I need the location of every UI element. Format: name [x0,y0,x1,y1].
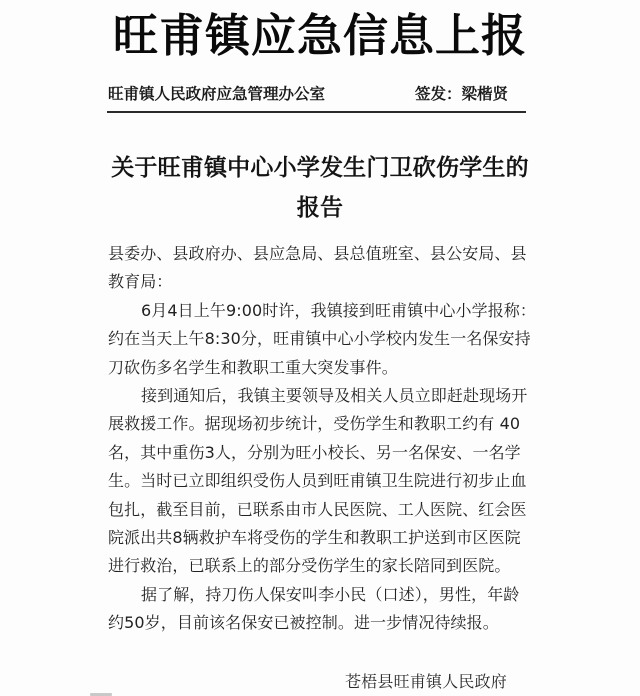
issuer-field [415,84,526,104]
body-line: 院派出共8辆救护车将受伤的学生和教职工护送到市区医院 [108,527,521,547]
body-line: 据了解，持刀伤人保安叫李小民（口述），男性，年龄 [141,584,520,604]
report-meta-row [108,84,526,104]
body-line: 约50岁，目前该名保安已被控制。进一步情况待续报。 [108,613,499,633]
body-line: 约在当天上午8:30分，旺甫镇中心小学校内发生一名保安持 [108,329,531,349]
document-body [108,240,536,637]
body-line: 县委办、县政府办、县应急局、县总值班室、县公安局、县 [108,244,527,263]
body-line: 6月4日上午9:00时许，我镇接到旺甫镇中心小学报称： [141,300,536,320]
report-masthead-title: 旺甫镇应急信息上报 [112,11,527,61]
body-line: 包扎，截至目前，已联系由市人民医院、工人医院、红会医 [108,499,527,519]
issuer-name: 梁楷贤 [461,85,508,103]
signature-authority: 苍梧县旺甫镇人民政府 [344,672,507,691]
body-line: 教育局： [108,272,173,292]
body-line: 生。当时已立即组织受伤人员到旺甫镇卫生院进行初步止血 [108,471,527,491]
header-divider-rule [107,111,526,113]
document-title [0,148,640,228]
document-title-line2: 报告 [296,195,344,221]
body-line: 名，其中重伤3人，分别为旺小校长、另一名保安、一名学 [108,442,521,462]
body-line: 进行救治，已联系上的部分受伤学生的家长陪同到医院。 [108,556,511,576]
body-line: 刀砍伤多名学生和教职工重大突发事件。 [108,357,398,377]
issuer-label: 签发： [414,85,462,103]
body-line: 展救援工作。据现场初步统计，受伤学生和教职工约有 40 [108,414,521,434]
body-line: 接到通知后，我镇主要领导及相关人员立即赶赴现场开 [141,385,528,405]
document-title-line1: 关于旺甫镇中心小学发生门卫砍伤学生的 [111,155,529,181]
issuing-office-label: 旺甫镇人民政府应急管理办公室 [108,85,326,103]
